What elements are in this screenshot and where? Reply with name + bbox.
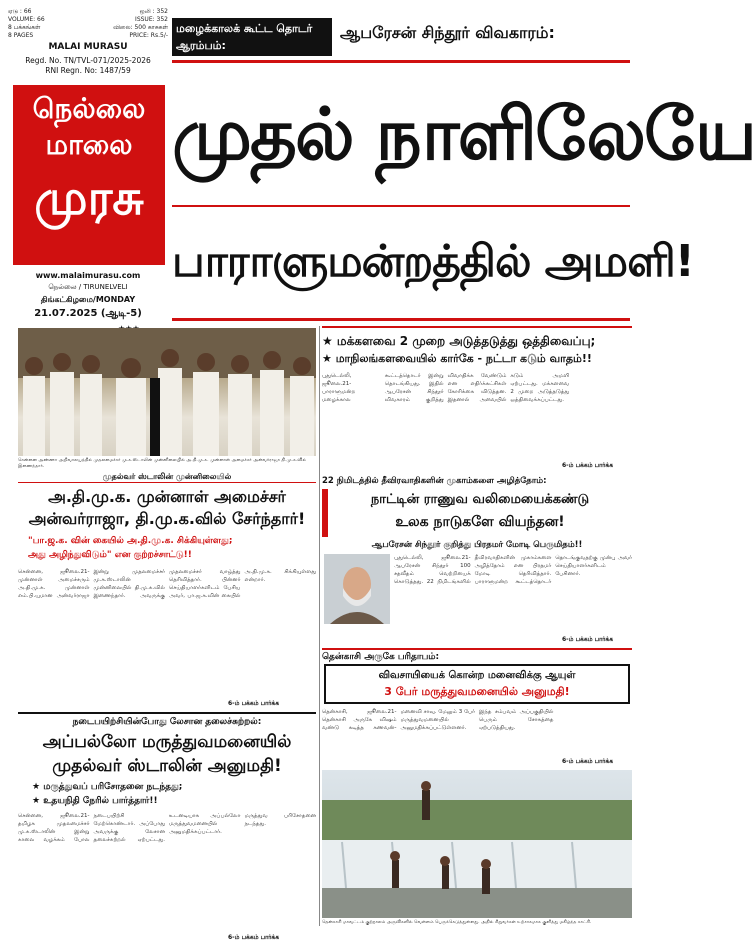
- paper-name: MALAI MURASU: [48, 42, 128, 52]
- story2-headline-2: அன்வர்ராஜா, தி.மு.க.வில் சேர்ந்தார்!: [28, 509, 306, 528]
- story4-headline-1: விவசாயியைக் கொன்ற மனைவிக்கு ஆயுள்: [378, 670, 576, 681]
- photo-people-illustration: [18, 328, 316, 456]
- story3-headline-box: [322, 489, 632, 537]
- lead-continued: 6-ம் பக்கம் பார்க்க: [562, 462, 614, 469]
- lead-kicker-left: மழைக்காலக் கூட்ட தொடர் ஆரம்பம்:: [172, 18, 332, 56]
- story3-headline-1: நாட்டின் ராணுவ வலிமையைக்கண்டு: [370, 492, 590, 507]
- registration: Regd. No. TN/TVL-071/2025-2026 RNI Regn. No: 1487/59: [25, 56, 151, 75]
- story2-quote: "பா.ஜ.க. வின் கையில் அ.தி.மு.க. சிக்கியுள்ளது; அது அழிந்துவிடும்" என குற்றச்சாட்டு!!: [28, 536, 233, 560]
- waterfall-illustration: [322, 770, 632, 918]
- lead-sub-1: ★ மக்களவை 2 முறை அடுத்தடுத்து ஒத்திவைப்பு;: [322, 334, 596, 348]
- lead-continuation: [322, 326, 632, 476]
- story5-continued: 6-ம் பக்கம் பார்க்க: [228, 934, 280, 941]
- lead-headline-1: முதல் நாளிலேயே: [172, 92, 755, 176]
- story3-sub: ஆபரேசன் சிந்தூர் குறித்து பிரதமர் மோடி பெருமிதம்!!: [371, 540, 583, 550]
- date: 21.07.2025 (ஆடி-5): [34, 308, 142, 319]
- story-anwar-raja: [18, 472, 316, 710]
- story5-subs: ★ மருத்துவப் பரிசோதனை நடந்தது; ★ உதயநிதி நேரில் பார்த்தார்!!: [32, 782, 183, 806]
- story3-body: புதுடெல்லி, ஜூலை.21- ஆபரேசன் சிந்தூர் 100 சதவீதம் வெற்றியைக் கொடுத்தது. 22 நிமிடங்களில் தீவிரவாதிகளின் முகாம்களை அழித்தோம் என பிரதமர் மோடி தெரிவித்தார். பாராளுமன்ற கூட்டத்தொடர் தொடங்குவதற்கு முன்பு அவர் செய்தியாளர்களிடம் பேசினார்.: [394, 555, 632, 585]
- story3-headline-2: உலக நாடுகளே வியந்தன!: [395, 514, 565, 530]
- lead-story: [172, 10, 755, 322]
- lead-kicker-right: ஆபரேசன் சிந்தூர் விவகாரம்:: [340, 23, 555, 42]
- website[interactable]: www.malaimurasu.com: [35, 271, 141, 280]
- story2-continued: 6-ம் பக்கம் பார்க்க: [228, 700, 280, 707]
- story2-body: சென்னை, ஜூலை.21- முன்னாள் அமைச்சரும் அ.தி.மு.க. முன்னாள் எம்.பி.யுமான அன்வர்ராஜா இன்று முதலமைச்சர் மு.க.ஸ்டாலின் முன்னிலையில் தி.மு.க.வில் இணைந்தார். அவருக்கு முதலமைச்சர் வாழ்த்து தெரிவித்தார். பின்னர் செய்தியாளர்களிடம் பேசிய அவர், பா.ஜ.க.வின் கையில் அ.தி.மு.க. சிக்கியுள்ளது என்றார்.: [18, 569, 316, 599]
- story5-headline-2: முதல்வர் ஸ்டாலின் அனுமதி!: [52, 756, 282, 776]
- story5-body: சென்னை, ஜூலை.21- தமிழக முதலமைச்சர் மு.க.ஸ்டாலின் இன்று காலை வழக்கம் போல நடைபயிற்சி மேற்கொண்டார். அப்போது அவருக்கு லேசான தலைச்சுற்றல் ஏற்பட்டது. உடனடியாக அப்பல்லோ மருத்துவமனையில் அனுமதிக்கப்பட்டார். மருத்துவ பரிசோதனை நடந்தது.: [18, 813, 316, 843]
- story2-headline-1: அ.தி.மு.க. முன்னாள் அமைச்சர்: [48, 487, 286, 506]
- story3-kicker: 22 நிமிடத்தில் தீவிரவாதிகளின் முகாம்களை அழித்தோம்:: [322, 476, 547, 486]
- story4-continued: 6-ம் பக்கம் பார்க்க: [562, 758, 614, 765]
- issue-info-left: ஏடு : 66 VOLUME: 66 8 பக்கங்கள் 8 PAGES: [8, 8, 45, 39]
- logo: நெல்லை மாலை முரசு: [13, 85, 165, 265]
- story4-kicker: தென்காசி அருகே பரிதாபம்:: [322, 648, 632, 663]
- photo-modi: [324, 554, 390, 624]
- modi-portrait-illustration: [324, 554, 390, 624]
- story4-headline-box: [324, 664, 630, 704]
- lead-headline-2: பாராளுமன்றத்தில் அமளி!: [172, 236, 694, 287]
- day: திங்கட்கிழமை/MONDAY: [40, 295, 136, 304]
- lead-sub-2: ★ மாநிலங்களவையில் கார்கே - நட்டா கடும் வாதம்!!: [322, 352, 592, 365]
- story-apollo: [18, 712, 316, 944]
- story5-headline-1: அப்பல்லோ மருத்துவமனையில்: [42, 732, 292, 752]
- story3-continued: 6-ம் பக்கம் பார்க்க: [562, 636, 614, 643]
- story4-body: தென்காசி, ஜூலை.21- தென்காசி அருகே விஷம் வண்டு கடித்த கணவன்-மனைவி சாவு. மேலும் 3 பேர் மருத்துவமனையில் அனுமதிக்கப்பட்டுள்ளனர். இந்த சம்பவம் அப்பகுதியில் பெரும் சோகத்தை ஏற்படுத்தியது.: [322, 709, 554, 731]
- story-modi: [322, 476, 632, 648]
- masthead: [8, 8, 168, 338]
- story4-headline-2: 3 பேர் மருத்துவமனையில் அனுமதி!: [384, 685, 570, 698]
- city: நெல்லை / TIRUNELVELI: [48, 283, 128, 291]
- photo-courtallam-falls: [322, 770, 632, 918]
- story2-kicker: முதல்வர் ஸ்டாலின் முன்னிலையில்: [18, 472, 316, 483]
- issue-info-right: ஒலி : 352 ISSUE: 352 விலை: 500 காசுகள் PRICE: Rs.5/-: [113, 8, 168, 39]
- photo1-caption: சென்னை அண்ணா அறிவாலயத்தில் முதலமைச்சர் மு.க.ஸ்டாலின் முன்னிலையில் அ.தி.மு.க. முன்னாள் அமைச்சர் அன்வர்ராஜா தி.மு.க.வில் இணைந்தார்.: [18, 458, 307, 469]
- story5-kicker: நடைபயிற்சியின்போது லேசான தலைச்சுற்றல்:: [18, 712, 316, 728]
- photo-stalin-meeting: [18, 328, 316, 456]
- lead-body: புதுடெல்லி, ஜூலை.21- பாராளுமன்ற மழைக்கால கூட்டத்தொடர் இன்று தொடங்கியது. இதில் ஆபரேசன் சிந்தூர் விவகாரம் குறித்து விவாதிக்க வேண்டும் என எதிர்க்கட்சிகள் கோரிக்கை விடுத்தன. இதனால் அவையில் கடும் அமளி ஏற்பட்டது. மக்களவை 2 முறை அடுத்தடுத்து ஒத்திவைக்கப்பட்டது.: [322, 373, 570, 403]
- photo2-caption: தென்காசி மாவட்டம் குற்றாலம் அருவிகளில் வெள்ளம் பெருக்கெடுத்துள்ளது. அதில் சிறுவர்கள் உற்சாகமாக குளித்து மகிழ்ந்த காட்சி.: [322, 920, 592, 925]
- story-tenkasi: [322, 648, 632, 768]
